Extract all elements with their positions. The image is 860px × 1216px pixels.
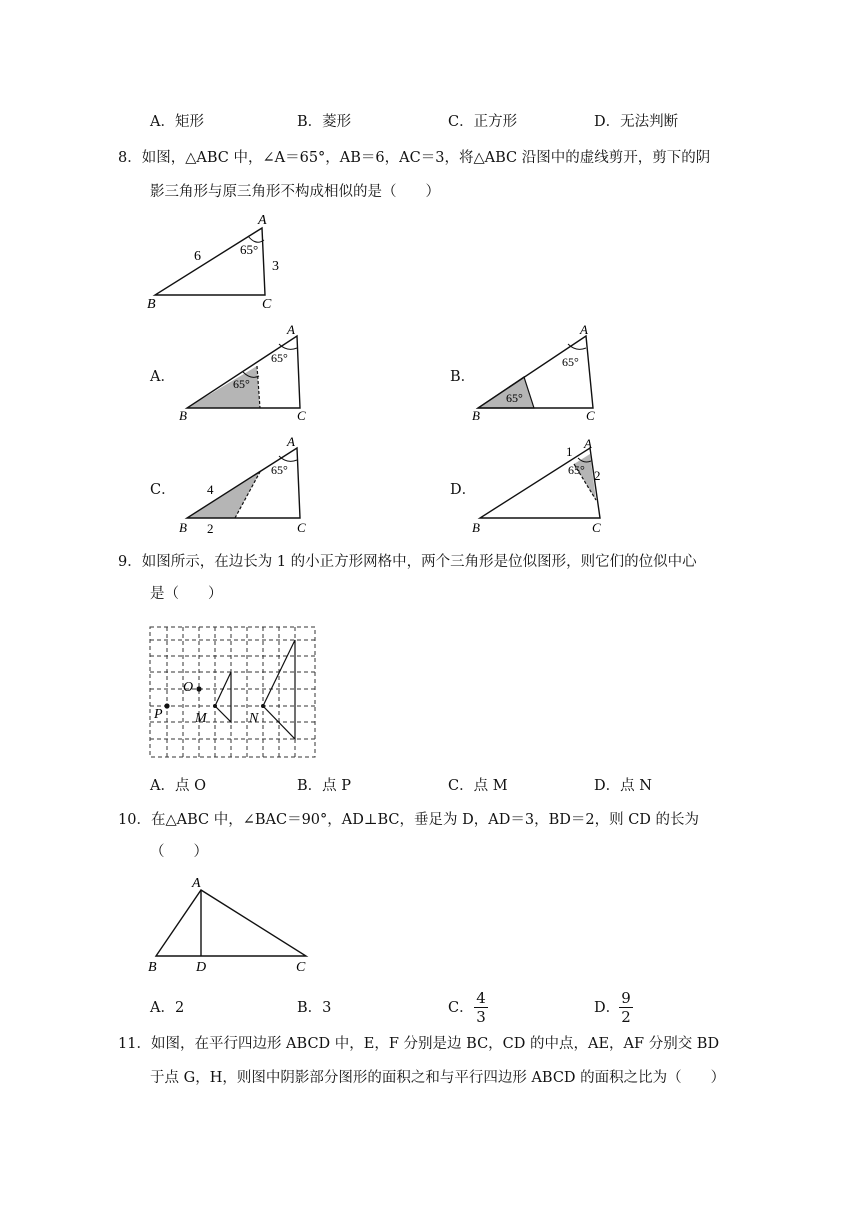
q8b-angle-1: 65° xyxy=(562,355,579,369)
q9-stem-line1: 9．如图所示，在边长为 1 的小正方形网格中，两个三角形是位似图形，则它们的位似中心 xyxy=(118,554,697,570)
q8b-angle-2: 65° xyxy=(506,391,523,405)
q8-option-a[interactable]: A． xyxy=(150,369,175,385)
q10-fraction-d-den: 2 xyxy=(621,1008,631,1026)
q10-fraction-d-num: 9 xyxy=(621,989,631,1007)
q8-option-b[interactable]: B． xyxy=(450,369,476,385)
q9-option-d[interactable]: D．点 N xyxy=(594,778,652,794)
q10-stem-line2: （ ） xyxy=(150,844,208,860)
q8-option-c-figure xyxy=(175,436,325,538)
q8-label-b: B xyxy=(147,297,156,312)
q8-side-ab: 6 xyxy=(194,249,201,264)
q8-option-c[interactable]: C． xyxy=(150,482,176,498)
q10-triangle-figure xyxy=(140,870,320,976)
q8c-angle: 65° xyxy=(271,463,288,477)
q10-label-b: B xyxy=(148,960,157,975)
q8c-mark-2: 2 xyxy=(207,521,214,536)
q9-label-m: M xyxy=(195,711,207,726)
q8c-label-c: C xyxy=(297,520,306,535)
q7-option-a[interactable]: A．矩形 xyxy=(150,114,204,130)
q10-label-c: C xyxy=(296,960,306,975)
q8b-label-a: A xyxy=(580,322,588,337)
q10-fraction-c-num: 4 xyxy=(476,989,486,1007)
q8-option-d[interactable]: D． xyxy=(450,482,477,498)
q8-main-triangle xyxy=(140,208,300,313)
q9-label-n: N xyxy=(249,711,259,726)
q8-stem-line1: 8．如图，△ABC 中，∠A＝65°，AB＝6，AC＝3，将△ABC 沿图中的虚线剪开，剪下的阴 xyxy=(118,150,711,166)
q10-fraction-c-den: 3 xyxy=(476,1008,486,1026)
q8-label-c: C xyxy=(262,297,272,312)
q8c-mark-4: 4 xyxy=(207,482,214,497)
q8a-label-a: A xyxy=(287,322,295,337)
q9-label-o: O xyxy=(183,680,194,695)
q10-stem-line1: 10．在△ABC 中，∠BAC＝90°，AD⊥BC，垂足为 D，AD＝3，BD＝2，则 CD 的长为 xyxy=(118,812,700,828)
q8b-label-b: B xyxy=(472,408,480,423)
q8c-label-b: B xyxy=(179,520,187,535)
q9-option-b[interactable]: B．点 P xyxy=(297,778,352,794)
q10-option-c[interactable]: C． xyxy=(448,1000,474,1016)
q10-option-d[interactable]: D． xyxy=(594,1000,621,1016)
q8b-label-c: C xyxy=(586,408,595,423)
q10-fraction-c xyxy=(474,990,488,1025)
q8d-angle: 65° xyxy=(568,463,585,477)
q8-label-a: A xyxy=(258,213,267,228)
q8-angle-label: 65° xyxy=(240,242,259,257)
q8-option-b-figure xyxy=(468,322,618,424)
q8a-label-b: B xyxy=(179,408,187,423)
q7-option-b[interactable]: B．菱形 xyxy=(297,114,352,130)
q10-fraction-d xyxy=(619,990,633,1025)
q8d-mark-1: 1 xyxy=(566,444,573,459)
q8a-angle-1: 65° xyxy=(271,351,288,365)
q10-option-a[interactable]: A．2 xyxy=(150,1000,185,1016)
q8c-label-a: A xyxy=(287,436,295,449)
q10-option-b[interactable]: B．3 xyxy=(297,1000,332,1016)
q9-option-c[interactable]: C．点 M xyxy=(448,778,508,794)
q9-option-a[interactable]: A．点 O xyxy=(150,778,206,794)
q10-label-a: A xyxy=(192,876,201,891)
q8d-mark-2: 2 xyxy=(594,468,601,483)
q11-stem-line2: 于点 G，H，则图中阴影部分图形的面积之和与平行四边形 ABCD 的面积之比为（ ） xyxy=(150,1070,726,1086)
q9-grid-figure xyxy=(145,622,320,762)
q8d-label-c: C xyxy=(592,520,601,535)
q10-label-d: D xyxy=(196,960,207,975)
q8-option-d-figure xyxy=(468,436,618,538)
q8d-label-a: A xyxy=(584,436,592,451)
q8-stem-line2: 影三角形与原三角形不构成相似的是（ ） xyxy=(150,184,440,200)
q7-option-c[interactable]: C．正方形 xyxy=(448,114,518,130)
q8a-angle-2: 65° xyxy=(233,377,250,391)
q8d-label-b: B xyxy=(472,520,480,535)
q8a-label-c: C xyxy=(297,408,306,423)
q8-side-ac: 3 xyxy=(272,259,279,274)
q7-option-d[interactable]: D．无法判断 xyxy=(594,114,679,130)
q11-stem-line1: 11．如图，在平行四边形 ABCD 中，E，F 分别是边 BC，CD 的中点，AE，AF 分别交 BD xyxy=(118,1036,720,1052)
q9-label-p: P xyxy=(154,707,163,722)
q8-option-a-figure xyxy=(175,322,325,424)
q9-stem-line2: 是（ ） xyxy=(150,586,223,602)
